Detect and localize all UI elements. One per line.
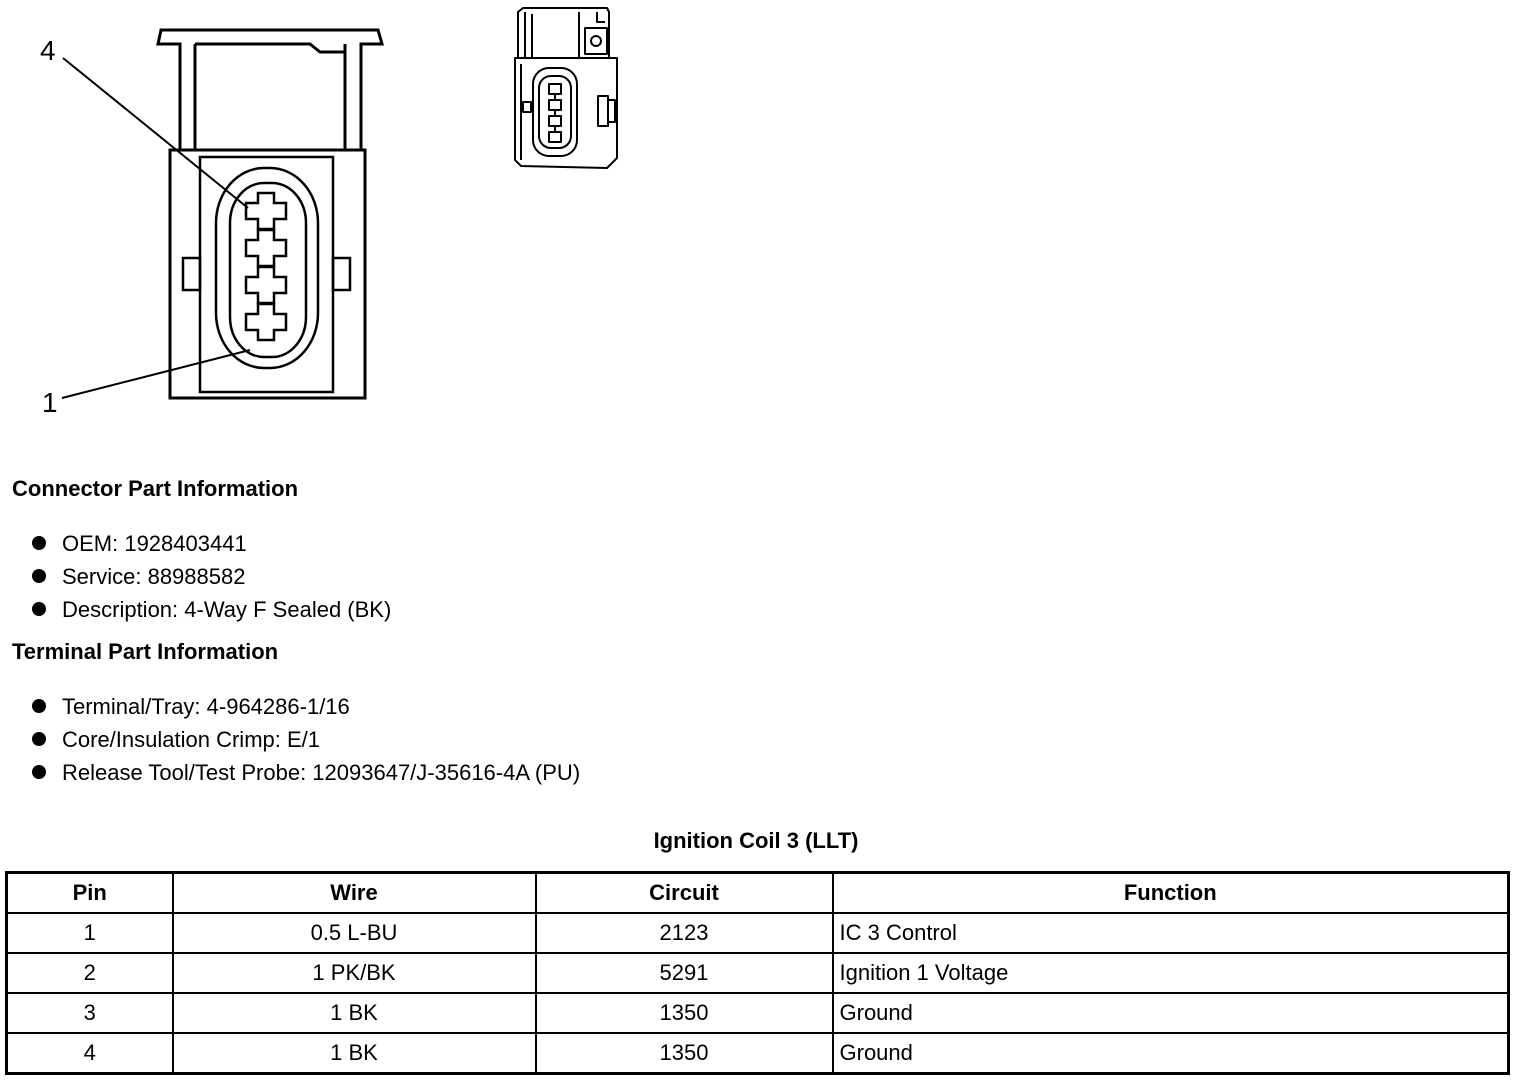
- table-row: [7, 1033, 1509, 1074]
- circuit-cell: 1350: [536, 1033, 833, 1074]
- connector-face-diagram: [0, 0, 400, 420]
- terminal-cavities: [246, 193, 286, 340]
- pin-1-label: 1: [42, 387, 58, 418]
- function-cell: Ignition 1 Voltage: [833, 953, 1509, 993]
- terminal-tray: Terminal/Tray: 4-964286-1/16: [62, 694, 350, 719]
- wire-cell: 1 BK: [173, 1033, 536, 1074]
- oem-part-number: OEM: 1928403441: [62, 531, 247, 556]
- leader-lines: [62, 58, 250, 398]
- table-row: [7, 913, 1509, 953]
- list-item: [12, 560, 391, 593]
- function-cell: Ground: [833, 993, 1509, 1033]
- pinout-table: [5, 871, 1510, 1075]
- connector-part-list: [12, 527, 391, 626]
- pin-cell: 4: [7, 1033, 173, 1074]
- bullet-icon: [32, 699, 46, 713]
- table-row: [7, 953, 1509, 993]
- column-header-function: Function: [833, 873, 1509, 914]
- column-header-pin: Pin: [7, 873, 173, 914]
- column-header-circuit: Circuit: [536, 873, 833, 914]
- circuit-cell: 2123: [536, 913, 833, 953]
- bullet-icon: [32, 536, 46, 550]
- wire-cell: 1 PK/BK: [173, 953, 536, 993]
- pin-4-label: 4: [40, 35, 56, 66]
- bullet-icon: [32, 765, 46, 779]
- connector-isometric-view: [505, 0, 635, 180]
- connector-part-heading: Connector Part Information: [12, 476, 299, 501]
- list-item: [12, 593, 391, 626]
- connector-description: Description: 4-Way F Sealed (BK): [62, 597, 392, 622]
- circuit-cell: 5291: [536, 953, 833, 993]
- core-insulation-crimp: Core/Insulation Crimp: E/1: [62, 727, 320, 752]
- service-part-number: Service: 88988582: [62, 564, 246, 589]
- function-cell: Ground: [833, 1033, 1509, 1074]
- pin-cell: 1: [7, 913, 173, 953]
- table-header-row: [7, 873, 1509, 914]
- terminal-part-list: [12, 690, 580, 789]
- pin-cell: 2: [7, 953, 173, 993]
- bullet-icon: [32, 732, 46, 746]
- table-row: [7, 993, 1509, 1033]
- function-cell: IC 3 Control: [833, 913, 1509, 953]
- list-item: [12, 756, 580, 789]
- wire-cell: 1 BK: [173, 993, 536, 1033]
- list-item: [12, 690, 580, 723]
- bullet-icon: [32, 569, 46, 583]
- bullet-icon: [32, 602, 46, 616]
- circuit-cell: 1350: [536, 993, 833, 1033]
- pin-cell: 3: [7, 993, 173, 1033]
- wire-cell: 0.5 L-BU: [173, 913, 536, 953]
- list-item: [12, 527, 391, 560]
- column-header-wire: Wire: [173, 873, 536, 914]
- release-tool-test-probe: Release Tool/Test Probe: 12093647/J-35616-4A (PU): [62, 760, 581, 785]
- list-item: [12, 723, 580, 756]
- table-title: Ignition Coil 3 (LLT): [653, 828, 859, 853]
- terminal-part-heading: Terminal Part Information: [12, 639, 279, 664]
